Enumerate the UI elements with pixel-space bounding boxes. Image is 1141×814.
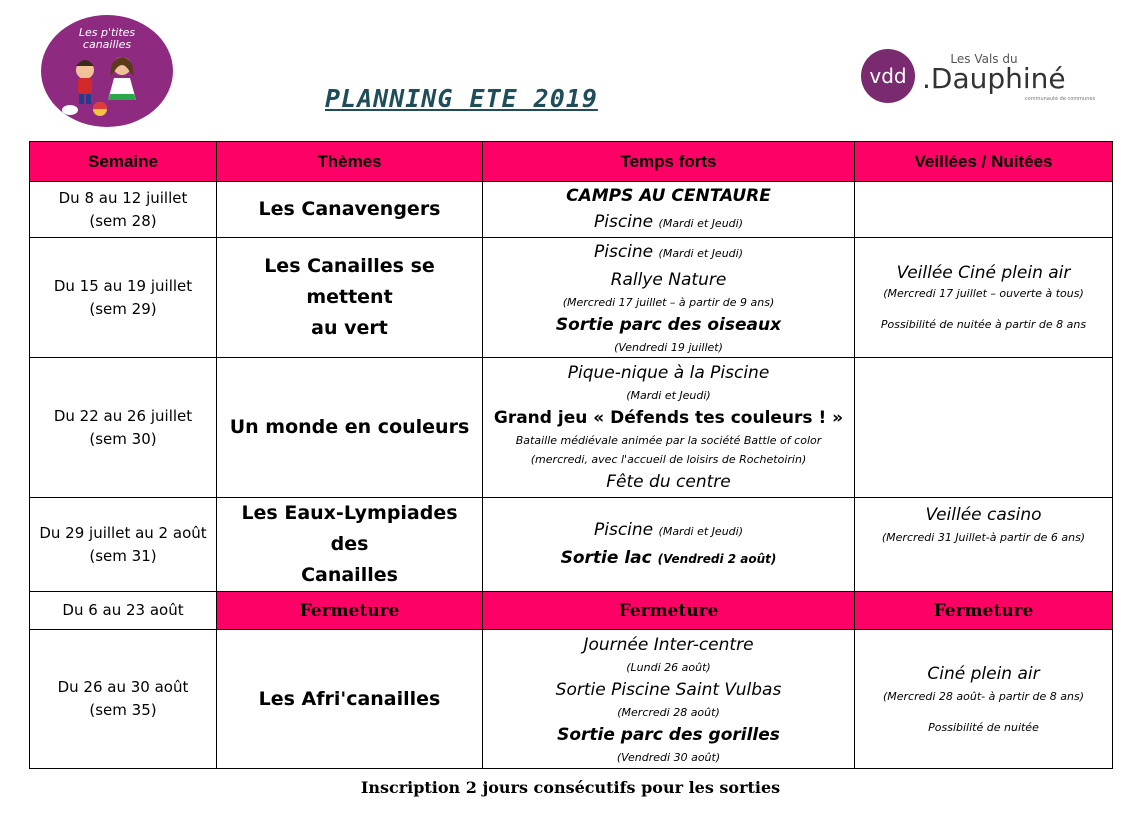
veillee-line: Ciné plein air	[927, 664, 1040, 684]
table-row	[30, 182, 1113, 238]
week-number: (sem 28)	[89, 211, 157, 230]
week-dates: Du 26 au 30 août	[57, 678, 189, 696]
logo-badge-text: vdd	[869, 64, 907, 88]
week-dates: Du 15 au 19 juillet	[53, 276, 193, 295]
header-temps-forts: Temps forts	[483, 142, 855, 182]
veillee-note: (Mercredi 28 août- à partir de 8 ans)	[882, 690, 1084, 703]
theme-line: Les Canailles se mettent	[264, 255, 435, 308]
week-number: (sem 30)	[89, 429, 157, 448]
veillee-cell	[855, 182, 1113, 238]
event-line: Sortie parc des oiseaux	[555, 314, 782, 335]
week-number: (sem 31)	[89, 546, 157, 565]
header-semaine: Semaine	[30, 142, 217, 182]
page-title: PLANNING ETE 2019	[325, 84, 598, 113]
event-note: (Mardi et Jeudi)	[658, 246, 744, 260]
event-text: Sortie lac	[560, 548, 652, 568]
event-note: (mercredi, avec l'accueil de loisirs de Rochetoirin)	[530, 453, 807, 466]
event-note: (Mardi et Jeudi)	[658, 525, 744, 538]
closed-cell: Fermeture	[217, 592, 483, 630]
temps-forts-cell	[483, 630, 855, 769]
header-themes: Thèmes	[217, 142, 483, 182]
event-line	[487, 239, 850, 267]
temps-forts-cell	[483, 182, 855, 238]
table-row-closed	[30, 592, 1113, 630]
event-line	[487, 209, 850, 237]
theme-cell	[217, 358, 483, 498]
event-line: Sortie Piscine Saint Vulbas	[555, 679, 782, 700]
event-line: Grand jeu « Défends tes couleurs ! »	[493, 408, 844, 428]
week-cell	[30, 182, 217, 238]
les-vals-du-dauphine-logo	[860, 46, 1096, 106]
week-cell	[30, 238, 217, 358]
week-cell	[30, 630, 217, 769]
week-cell	[30, 592, 217, 630]
theme-line: Les Eaux-Lympiades des	[241, 502, 458, 555]
theme-line: au vert	[311, 317, 388, 339]
veillee-note: (Mercredi 31 Juillet-à partir de 6 ans)	[881, 531, 1086, 544]
table-row	[30, 630, 1113, 769]
event-line: CAMPS AU CENTAURE	[566, 185, 771, 206]
event-text: Piscine	[593, 211, 654, 232]
event-text: Piscine	[593, 520, 654, 540]
logo-small-text: Les Vals du	[950, 52, 1018, 66]
event-line	[487, 545, 850, 572]
veillee-line: Veillée Ciné plein air	[896, 262, 1071, 283]
veillee-line: Veillée casino	[925, 505, 1042, 525]
week-dates: Du 29 juillet au 2 août	[39, 523, 207, 542]
theme-cell	[217, 630, 483, 769]
logo-text-2: canailles	[82, 38, 132, 51]
week-cell	[30, 498, 217, 592]
week-dates: Du 22 au 26 juillet	[53, 406, 193, 425]
header-veillees: Veillées / Nuitées	[855, 142, 1113, 182]
temps-forts-cell	[483, 358, 855, 498]
event-note: (Vendredi 19 juillet)	[614, 340, 723, 354]
event-line: Sortie parc des gorilles	[557, 724, 780, 745]
event-line: Journée Inter-centre	[583, 634, 754, 655]
table-header-row	[30, 142, 1113, 182]
week-number: (sem 35)	[89, 701, 157, 719]
event-line: Rallye Nature	[610, 269, 727, 290]
event-note: (Lundi 26 août)	[626, 660, 711, 674]
event-note: Bataille médiévale animée par la société Battle of color	[515, 434, 822, 447]
veillee-note: (Mercredi 17 juillet – ouverte à tous)	[883, 286, 1084, 300]
theme-cell	[217, 238, 483, 358]
temps-forts-cell	[483, 238, 855, 358]
theme-cell	[217, 182, 483, 238]
week-dates: Du 8 au 12 juillet	[58, 188, 188, 207]
theme-line: Canailles	[301, 564, 398, 586]
planning-table	[29, 141, 1113, 769]
closed-cell: Fermeture	[483, 592, 855, 630]
event-line: Fête du centre	[606, 472, 731, 492]
logo-sub-text: communauté de communes	[1024, 96, 1096, 102]
table-row	[30, 238, 1113, 358]
event-note: (Mardi et Jeudi)	[658, 216, 744, 230]
veillee-note: Possibilité de nuitée à partir de 8 ans	[880, 317, 1087, 331]
theme-line: Un monde en couleurs	[229, 416, 470, 438]
veillee-cell	[855, 358, 1113, 498]
week-dates: Du 6 au 23 août	[62, 601, 184, 619]
event-note: (Vendredi 2 août)	[657, 552, 777, 566]
veillee-cell	[855, 498, 1113, 592]
week-number: (sem 29)	[89, 299, 157, 318]
event-note: (Mardi et Jeudi)	[626, 389, 711, 402]
veillee-cell	[855, 238, 1113, 358]
veillee-note: Possibilité de nuitée	[928, 721, 1039, 734]
temps-forts-cell	[483, 498, 855, 592]
theme-line: Les Canavengers	[258, 198, 441, 220]
event-text: Piscine	[593, 241, 654, 262]
event-note: (Vendredi 30 août)	[616, 750, 721, 764]
event-note: (Mercredi 28 août)	[617, 705, 720, 719]
logo-big-text: .Dauphiné	[922, 62, 1066, 95]
veillee-cell	[855, 630, 1113, 769]
table-row	[30, 358, 1113, 498]
les-ptites-canailles-logo	[40, 14, 174, 128]
event-line: Pique-nique à la Piscine	[567, 363, 770, 383]
event-note: (Mercredi 17 juillet – à partir de 9 ans)	[562, 295, 775, 309]
theme-cell	[217, 498, 483, 592]
table-row	[30, 498, 1113, 592]
week-cell	[30, 358, 217, 498]
theme-line: Les Afri'canailles	[258, 687, 441, 710]
event-line	[487, 517, 850, 545]
logo-text-1: Les p'tites	[78, 26, 136, 39]
closed-cell: Fermeture	[855, 592, 1113, 630]
footer-note: Inscription 2 jours consécutifs pour les sorties	[360, 778, 781, 797]
